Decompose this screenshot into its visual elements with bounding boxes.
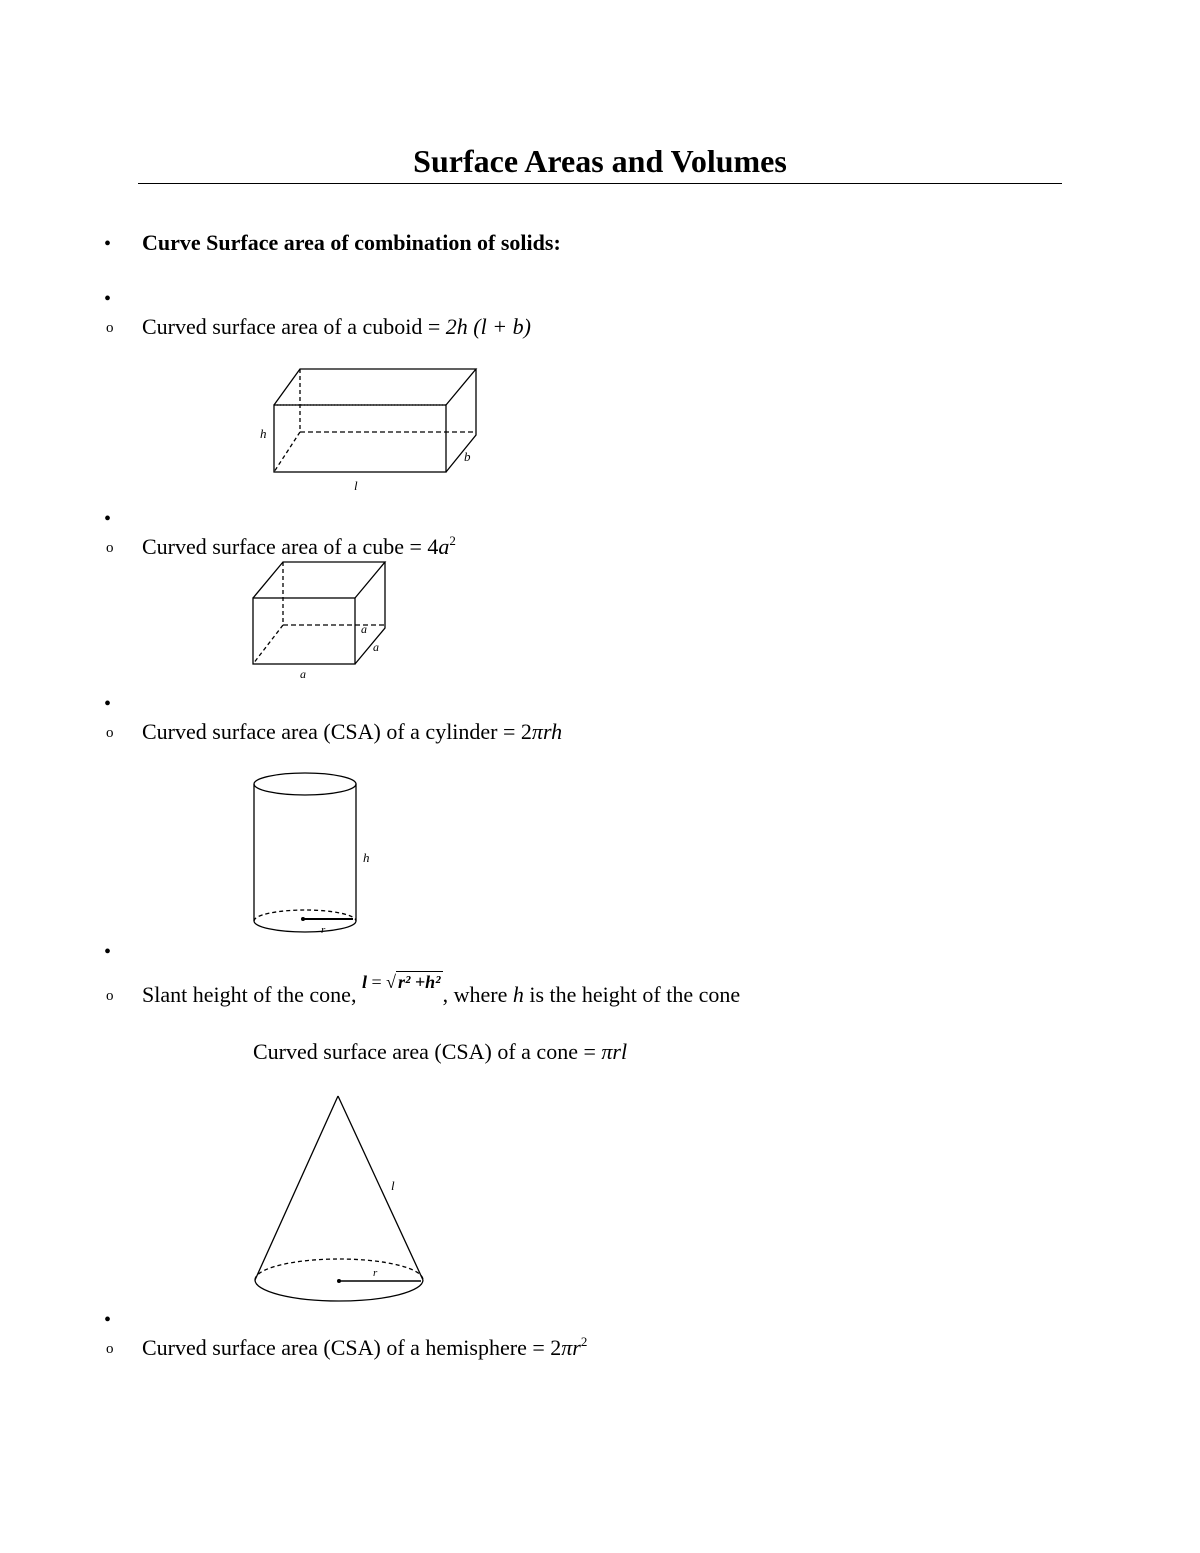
slant-formula-radicand: r² +h²	[398, 972, 441, 992]
sub-bullet-marker: o	[106, 320, 114, 336]
cone-slant-var-h: h	[512, 982, 524, 1007]
cuboid-csa-line	[142, 313, 531, 341]
cube-csa-text: Curved surface area of a cube = 4	[142, 534, 439, 559]
cuboid-csa-formula: 2h (l + b)	[445, 314, 531, 339]
cone-slant-text-after: , where	[442, 982, 513, 1007]
cylinder-label-r: r	[321, 924, 326, 936]
bullet-marker: •	[104, 508, 112, 530]
cuboid-label-h: h	[260, 426, 267, 441]
cuboid-label-b: b	[464, 449, 471, 464]
hemisphere-csa-exponent: 2	[580, 1334, 588, 1349]
cylinder-diagram	[245, 768, 385, 940]
bullet-marker: •	[104, 941, 112, 963]
cube-csa-line	[142, 533, 456, 561]
cylinder-csa-line	[142, 718, 562, 746]
hemisphere-csa-formula: πr	[561, 1335, 581, 1360]
cuboid-csa-text: Curved surface area of a cuboid =	[142, 314, 446, 339]
bullet-marker: •	[104, 693, 112, 715]
sub-bullet-marker: o	[106, 540, 114, 556]
title-underline	[138, 183, 1062, 184]
sub-bullet-marker: o	[106, 725, 114, 741]
cube-csa-var: a	[438, 534, 450, 559]
cone-csa-line	[253, 1038, 627, 1066]
cylinder-csa-formula: πrh	[531, 719, 563, 744]
slant-formula-lhs: l	[361, 972, 367, 992]
cone-label-l: l	[391, 1178, 395, 1193]
cone-diagram	[245, 1090, 445, 1310]
cylinder-csa-text: Curved surface area (CSA) of a cylinder = 2	[142, 719, 532, 744]
cuboid-diagram	[260, 365, 490, 495]
section-heading: Curve Surface area of combination of solids:	[142, 230, 561, 255]
bullet-marker: •	[104, 1309, 112, 1331]
bullet-marker: •	[104, 288, 112, 310]
cube-csa-exponent: 2	[449, 533, 456, 548]
cone-csa-text: Curved surface area (CSA) of a cone =	[253, 1039, 602, 1064]
cube-diagram	[245, 558, 405, 683]
cylinder-label-h: h	[363, 850, 370, 865]
sub-bullet-marker: o	[106, 1341, 114, 1357]
slant-height-formula: l = √ r² +h²	[361, 972, 441, 992]
hemisphere-csa-text: Curved surface area (CSA) of a hemisphere = 2	[142, 1335, 562, 1360]
cube-label-a-bottom: a	[300, 667, 306, 681]
cone-slant-line	[142, 972, 741, 1010]
cube-label-a-inner: a	[361, 622, 367, 636]
bullet-marker: •	[104, 233, 112, 255]
cone-slant-text-end: is the height of the cone	[523, 982, 741, 1007]
hemisphere-csa-line	[142, 1334, 587, 1362]
slant-formula-equals: =	[371, 972, 382, 992]
cube-label-a-side: a	[373, 640, 379, 654]
page-title: Surface Areas and Volumes	[413, 143, 787, 179]
cuboid-label-l: l	[354, 478, 358, 493]
cone-slant-text: Slant height of the cone,	[142, 982, 362, 1007]
sub-bullet-marker: o	[106, 988, 114, 1004]
cone-csa-formula: πrl	[601, 1039, 628, 1064]
cone-label-r: r	[373, 1267, 378, 1279]
